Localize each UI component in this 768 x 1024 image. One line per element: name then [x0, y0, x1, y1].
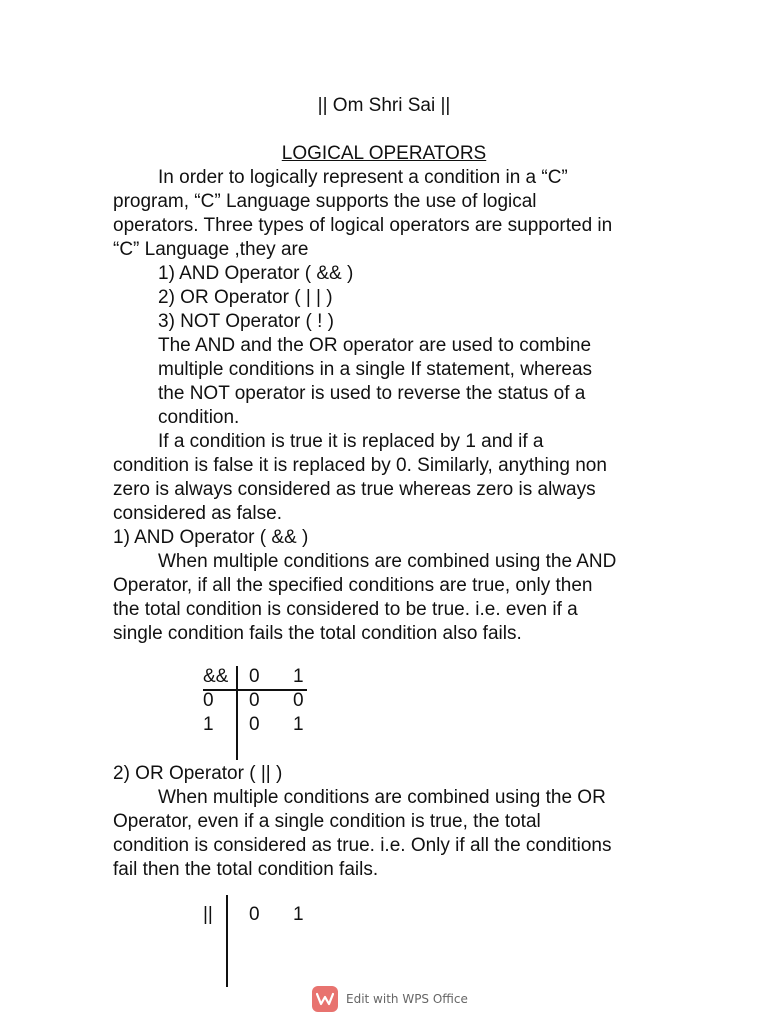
- paragraph-line: condition is false it is replaced by 0. Similarly, anything non: [113, 455, 607, 476]
- table-header-rule: [203, 689, 307, 691]
- wps-logo-icon: [312, 986, 338, 1012]
- wps-edit-banner[interactable]: [312, 985, 468, 1013]
- paragraph-line: considered as false.: [113, 503, 282, 524]
- table-row-label: 0: [203, 690, 214, 711]
- table-col-header: 1: [293, 904, 304, 925]
- section-heading-and: 1) AND Operator ( && ): [113, 527, 309, 548]
- table-corner: ||: [203, 904, 213, 925]
- paragraph-line: Operator, even if a single condition is true, the total: [113, 811, 541, 832]
- page-title: [0, 142, 768, 166]
- paragraph-line: In order to logically represent a condition in a “C”: [158, 167, 568, 188]
- table-corner: &&: [203, 666, 229, 687]
- wps-edit-label: Edit with WPS Office: [346, 992, 468, 1006]
- table-cell: 0: [249, 690, 260, 711]
- table-column-rule: [236, 666, 238, 760]
- paragraph-line: operators. Three types of logical operators are supported in: [113, 215, 613, 236]
- paragraph-line: “C” Language ,they are: [113, 239, 309, 260]
- table-col-header: 1: [293, 666, 304, 687]
- list-item: 2) OR Operator ( | | ): [158, 287, 333, 308]
- table-col-header: 0: [249, 666, 260, 687]
- paragraph-line: When multiple conditions are combined using the AND: [158, 551, 617, 572]
- table-cell: 1: [293, 714, 304, 735]
- paragraph-line: the NOT operator is used to reverse the status of a: [158, 383, 586, 404]
- paragraph-line: fail then the total condition fails.: [113, 859, 379, 880]
- table-cell: 0: [293, 690, 304, 711]
- table-column-rule: [226, 895, 228, 987]
- paragraph-line: single condition fails the total condition also fails.: [113, 623, 522, 644]
- paragraph-line: condition.: [158, 407, 240, 428]
- table-row-label: 1: [203, 714, 214, 735]
- paragraph-line: condition is considered as true. i.e. Only if all the conditions: [113, 835, 612, 856]
- list-item: 1) AND Operator ( && ): [158, 263, 354, 284]
- paragraph-line: multiple conditions in a single If statement, whereas: [158, 359, 593, 380]
- paragraph-line: the total condition is considered to be true. i.e. even if a: [113, 599, 578, 620]
- paragraph-line: When multiple conditions are combined using the OR: [158, 787, 606, 808]
- table-cell: 0: [249, 714, 260, 735]
- invocation-heading: || Om Shri Sai ||: [317, 95, 451, 116]
- paragraph-line: zero is always considered as true whereas zero is always: [113, 479, 596, 500]
- paragraph-line: The AND and the OR operator are used to combine: [158, 335, 592, 356]
- paragraph-line: If a condition is true it is replaced by 1 and if a: [158, 431, 544, 452]
- title-text: LOGICAL OPERATORS: [281, 143, 487, 164]
- section-heading-or: 2) OR Operator ( || ): [113, 763, 283, 784]
- table-col-header: 0: [249, 904, 260, 925]
- paragraph-line: program, “C” Language supports the use of logical: [113, 191, 537, 212]
- paragraph-line: Operator, if all the specified conditions are true, only then: [113, 575, 593, 596]
- list-item: 3) NOT Operator ( ! ): [158, 311, 334, 332]
